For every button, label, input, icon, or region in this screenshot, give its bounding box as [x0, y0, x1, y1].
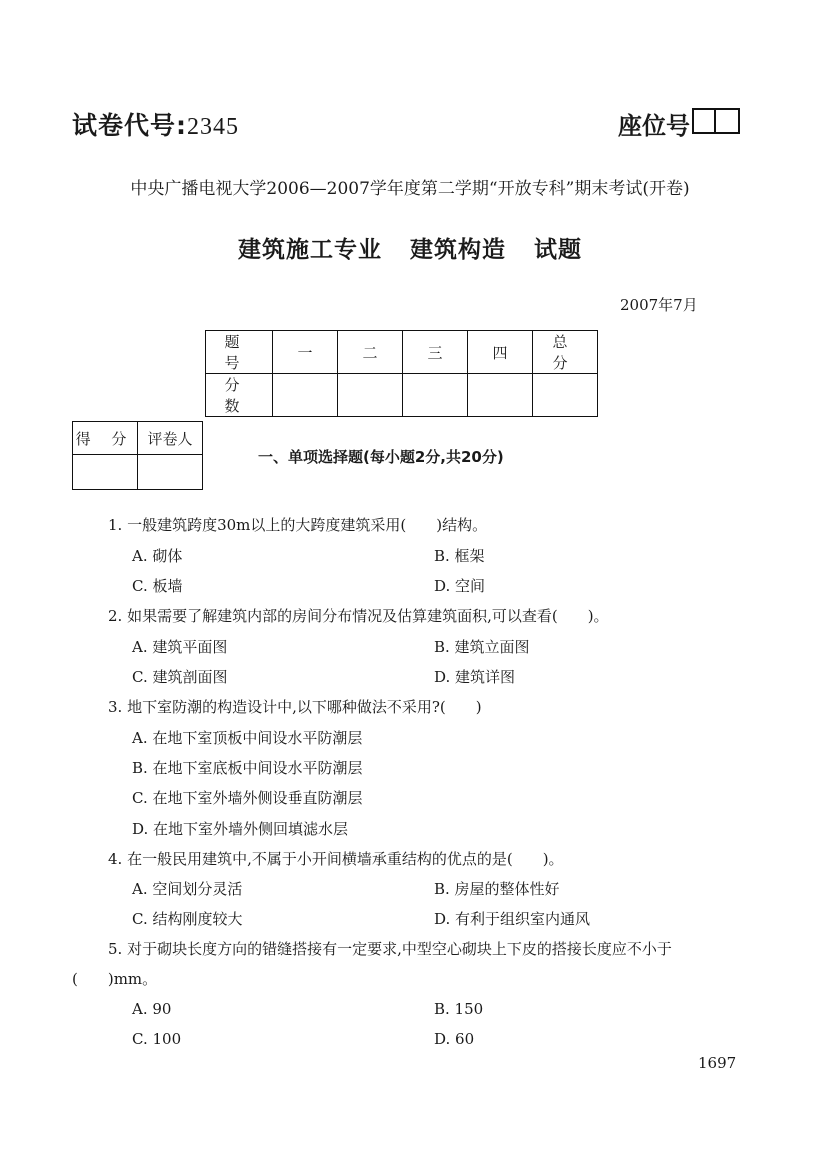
- option[interactable]: D. 60: [434, 1030, 475, 1048]
- score-table-cell: 总 分: [533, 331, 598, 374]
- grader-table-cell: 得 分: [73, 422, 138, 455]
- option[interactable]: A. 90: [132, 1000, 172, 1018]
- score-input-cell[interactable]: [338, 374, 403, 417]
- option[interactable]: A. 建筑平面图: [132, 638, 228, 656]
- question-text-continued: ( )mm。: [72, 970, 158, 988]
- score-table-header-row: [206, 331, 598, 374]
- grader-name-cell[interactable]: [138, 455, 203, 490]
- exam-date: 2007年7月: [620, 296, 698, 314]
- seat-box: [716, 108, 740, 134]
- exam-code-number: 2345: [187, 114, 239, 140]
- question-text: 5. 对于砌块长度方向的错缝搭接有一定要求,中型空心砌块上下皮的搭接长度应不小于: [108, 940, 672, 958]
- exam-code-label: 试卷代号:: [72, 111, 187, 140]
- question-text: 1. 一般建筑跨度30m以上的大跨度建筑采用( )结构。: [108, 516, 488, 534]
- section-title: 一、单项选择题(每小题2分,共20分): [258, 448, 504, 466]
- score-input-cell[interactable]: [468, 374, 533, 417]
- option[interactable]: A. 空间划分灵活: [132, 880, 243, 898]
- score-table-cell: 分 数: [206, 374, 273, 417]
- option[interactable]: B. 150: [434, 1000, 484, 1018]
- option[interactable]: A. 砌体: [132, 547, 183, 565]
- grader-table-input-row: [73, 455, 203, 490]
- option[interactable]: C. 建筑剖面图: [132, 668, 228, 686]
- option[interactable]: C. 结构刚度较大: [132, 910, 243, 928]
- paper-title-course: 建筑构造: [410, 237, 506, 263]
- score-table-cell: 一: [273, 331, 338, 374]
- seat-box: [692, 108, 716, 134]
- score-table-cell: 二: [338, 331, 403, 374]
- score-input-cell[interactable]: [403, 374, 468, 417]
- exam-code: [72, 106, 239, 142]
- option[interactable]: C. 在地下室外墙外侧设垂直防潮层: [132, 789, 363, 807]
- grader-table: [72, 421, 203, 490]
- score-table: [205, 330, 598, 417]
- question-text: 2. 如果需要了解建筑内部的房间分布情况及估算建筑面积,可以查看( )。: [108, 607, 609, 625]
- option[interactable]: B. 框架: [434, 547, 485, 565]
- grader-score-cell[interactable]: [73, 455, 138, 490]
- grader-table-cell: 评卷人: [138, 422, 203, 455]
- exam-title: 中央广播电视大学2006—2007学年度第二学期“开放专科”期末考试(开卷): [130, 179, 690, 199]
- option[interactable]: C. 100: [132, 1030, 182, 1048]
- seat-number-boxes: [692, 108, 740, 134]
- option[interactable]: C. 板墙: [132, 577, 183, 595]
- question-text: 3. 地下室防潮的构造设计中,以下哪种做法不采用?( ): [108, 698, 482, 716]
- grader-table-header-row: [73, 422, 203, 455]
- seat-number-label: 座位号: [618, 112, 690, 140]
- paper-title-suffix: 试题: [534, 237, 582, 263]
- score-table-cell: 题 号: [206, 331, 273, 374]
- option[interactable]: B. 房屋的整体性好: [434, 880, 560, 898]
- option[interactable]: B. 建筑立面图: [434, 638, 530, 656]
- paper-title-major: 建筑施工专业: [238, 237, 382, 263]
- question-text: 4. 在一般民用建筑中,不属于小开间横墙承重结构的优点的是( )。: [108, 850, 564, 868]
- option[interactable]: D. 在地下室外墙外侧回填滤水层: [132, 820, 349, 838]
- score-table-cell: 三: [403, 331, 468, 374]
- option[interactable]: D. 有利于组织室内通风: [434, 910, 591, 928]
- option[interactable]: B. 在地下室底板中间设水平防潮层: [132, 759, 363, 777]
- score-table-score-row: [206, 374, 598, 417]
- score-table-cell: 四: [468, 331, 533, 374]
- option[interactable]: D. 空间: [434, 577, 486, 595]
- paper-title: [0, 231, 820, 264]
- score-input-cell[interactable]: [533, 374, 598, 417]
- option[interactable]: A. 在地下室顶板中间设水平防潮层: [132, 729, 363, 747]
- option[interactable]: D. 建筑详图: [434, 668, 516, 686]
- score-input-cell[interactable]: [273, 374, 338, 417]
- page-number: 1697: [698, 1054, 737, 1072]
